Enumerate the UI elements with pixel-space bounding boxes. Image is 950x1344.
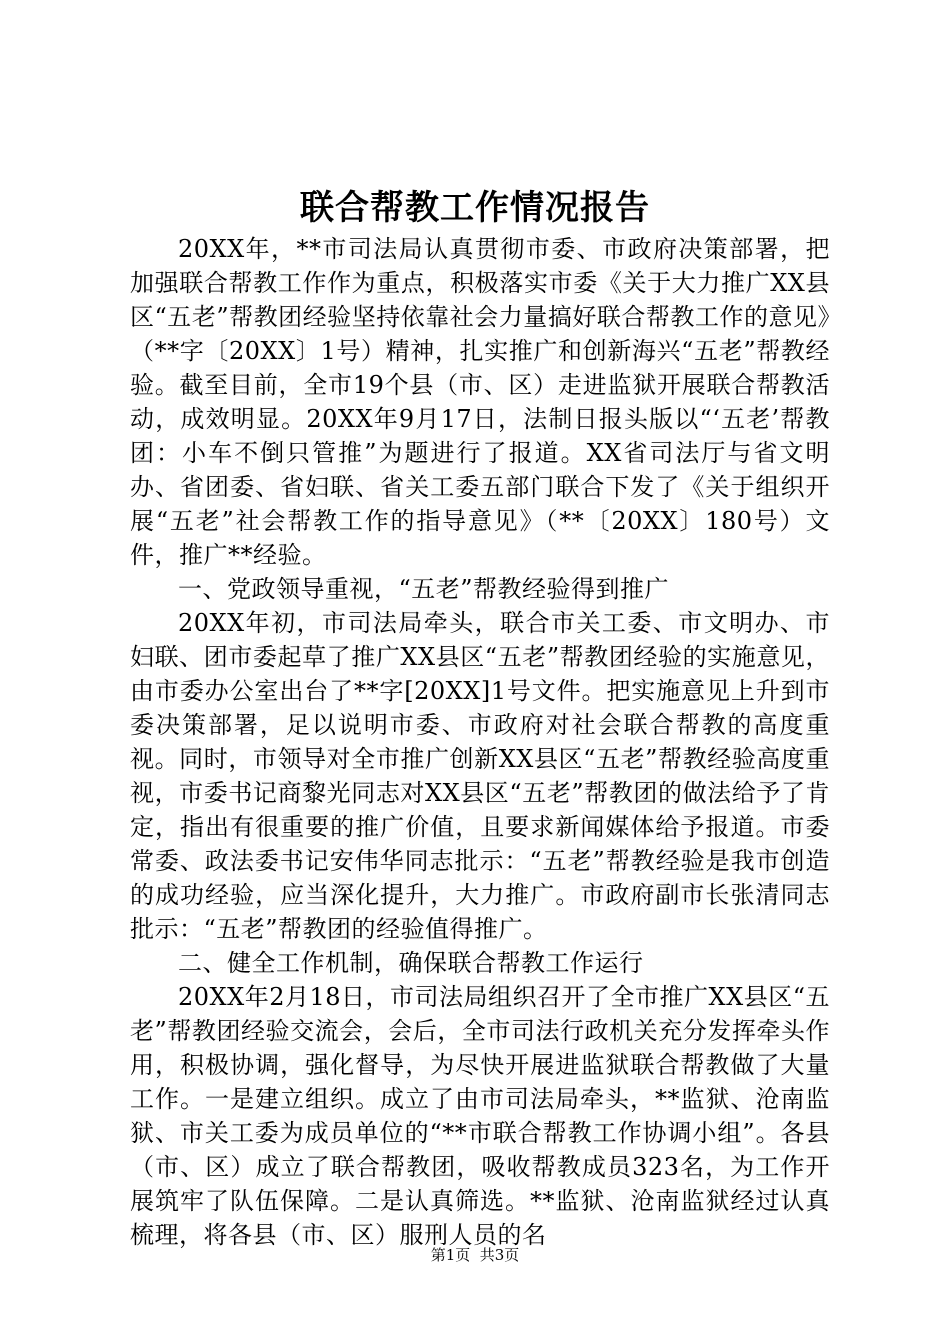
page-footer: 第1页 共3页 — [430, 1246, 520, 1264]
paragraph-section-2: 20XX年2月18日，市司法局组织召开了全市推广XX县区“五老”帮教团经验交流会，会后，全市司法行政机关充分发挥牵头作用，积极协调，强化督导，为尽快开展进监狱联合帮教做了大量工作。一是建立组织。成立了由市司法局牵头，**监狱、沧南监狱、市关工委为成员单位的“**市联合帮教工作协调小组”。各县（市、区）成立了联合帮教团，吸收帮教成员323名，为工作开展筑牢了队伍保障。二是认真筛选。**监狱、沧南监狱经过认真梳理，将各县（市、区）服刑人员的名 — [130, 983, 830, 1249]
section-heading-1: 一、党政领导重视，“五老”帮教经验得到推广 — [178, 575, 670, 603]
section-heading-2: 二、健全工作机制，确保联合帮教工作运行 — [178, 949, 644, 977]
paragraph-section-1: 20XX年初，市司法局牵头，联合市关工委、市文明办、市妇联、团市委起草了推广XX县区“五老”帮教团经验的实施意见，由市委办公室出台了**字[20XX]1号文件。把实施意见上升到市委决策部署，足以说明市委、市政府对社会联合帮教的高度重视。同时，市领导对全市推广创新XX县区“五老”帮教经验高度重视，市委书记商黎光同志对XX县区“五老”帮教团的做法给予了肯定，指出有很重要的推广价值，且要求新闻媒体给予报道。市委常委、政法委书记安伟华同志批示：“五老”帮教经验是我市创造的成功经验，应当深化提升，大力推广。市政府副市长张清同志批示：“五老”帮教团的经验值得推广。 — [130, 609, 830, 943]
document-title: 联合帮教工作情况报告 — [300, 188, 650, 228]
paragraph-intro: 20XX年，**市司法局认真贯彻市委、市政府决策部署，把加强联合帮教工作作为重点，积极落实市委《关于大力推广XX县区“五老”帮教团经验坚持依靠社会力量搞好联合帮教工作的意见》（**字〔20XX〕1号）精神，扎实推广和创新海兴“五老”帮教经验。截至目前，全市19个县（市、区）走进监狱开展联合帮教活动，成效明显。20XX年9月17日，法制日报头版以“‘五老’帮教团：小车不倒只管推”为题进行了报道。XX省司法厅与省文明办、省团委、省妇联、省关工委五部门联合下发了《关于组织开展“五老”社会帮教工作的指导意见》（**〔20XX〕180号）文件，推广**经验。 — [130, 235, 830, 569]
document-body — [130, 232, 830, 1252]
